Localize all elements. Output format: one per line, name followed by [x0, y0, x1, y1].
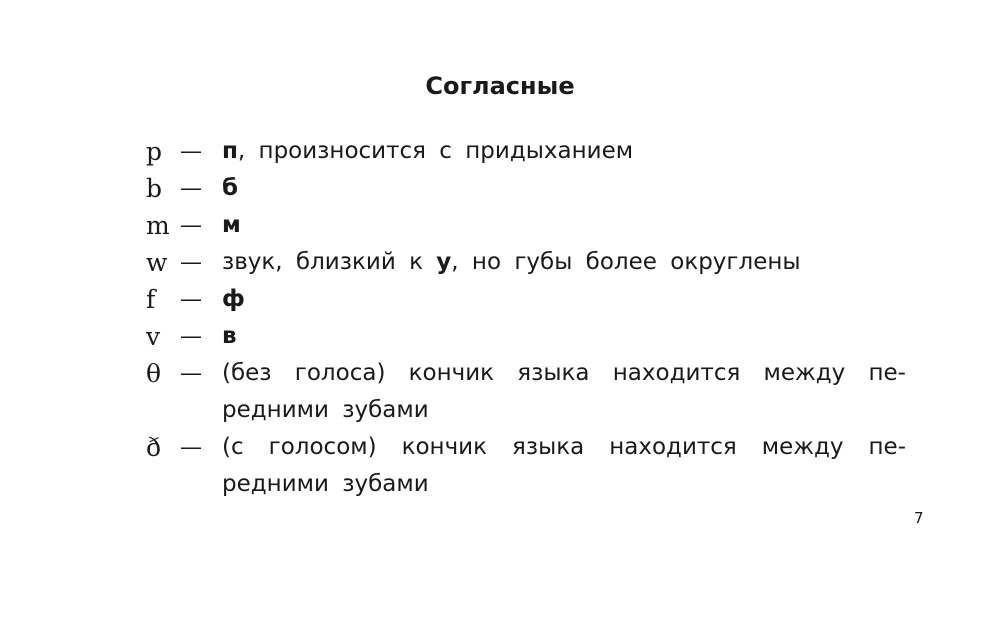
dash: — [180, 176, 202, 201]
phonetic-symbol: ð [146, 433, 162, 462]
consonant-entry-theta [146, 355, 906, 429]
dash: — [180, 213, 202, 238]
dash: — [180, 287, 202, 312]
phonetic-symbol: θ [146, 359, 162, 388]
phonetic-symbol: f [146, 285, 156, 314]
consonant-entry-m [146, 207, 906, 244]
entry-description [222, 318, 906, 355]
entry-description [222, 355, 906, 429]
entry-description [222, 133, 906, 170]
consonant-list [146, 133, 906, 503]
consonant-entry-v [146, 318, 906, 355]
consonant-entry-b [146, 170, 906, 207]
consonant-entry-w [146, 244, 906, 281]
entry-description [222, 207, 906, 244]
dash: — [180, 435, 202, 460]
dash: — [180, 324, 202, 349]
russian-letter: п [222, 138, 238, 164]
entry-description [222, 281, 906, 318]
dash: — [180, 139, 202, 164]
description-text: звук, близкий к [222, 249, 437, 275]
phonetic-symbol: m [146, 211, 170, 240]
description-line: редними зубами [222, 397, 429, 423]
entry-description [222, 429, 906, 503]
consonant-entry-f [146, 281, 906, 318]
phonetic-symbol: b [146, 174, 163, 203]
page-number: 7 [914, 509, 924, 527]
russian-letter: м [222, 212, 241, 238]
russian-letter: у [436, 249, 452, 275]
entry-description [222, 170, 906, 207]
russian-letter: в [222, 323, 237, 349]
description-line: (с голосом) кончик языка находится между пе- [222, 434, 906, 460]
page-title: Согласные [425, 72, 575, 100]
description-line: редними зубами [222, 471, 429, 497]
description-text: , но губы более округлены [451, 249, 801, 275]
dash: — [180, 361, 202, 386]
consonant-entry-p [146, 133, 906, 170]
phonetic-symbol: p [146, 137, 163, 166]
consonant-entry-eth [146, 429, 906, 503]
description-text: , произносится с придыханием [237, 138, 634, 164]
dash: — [180, 250, 202, 275]
russian-letter: ф [222, 286, 245, 312]
entry-description [222, 244, 906, 281]
description-line: (без голоса) кончик языка находится между пе- [222, 360, 906, 386]
russian-letter: б [222, 175, 239, 201]
phonetic-symbol: v [146, 322, 161, 351]
phonetic-symbol: w [146, 248, 168, 277]
